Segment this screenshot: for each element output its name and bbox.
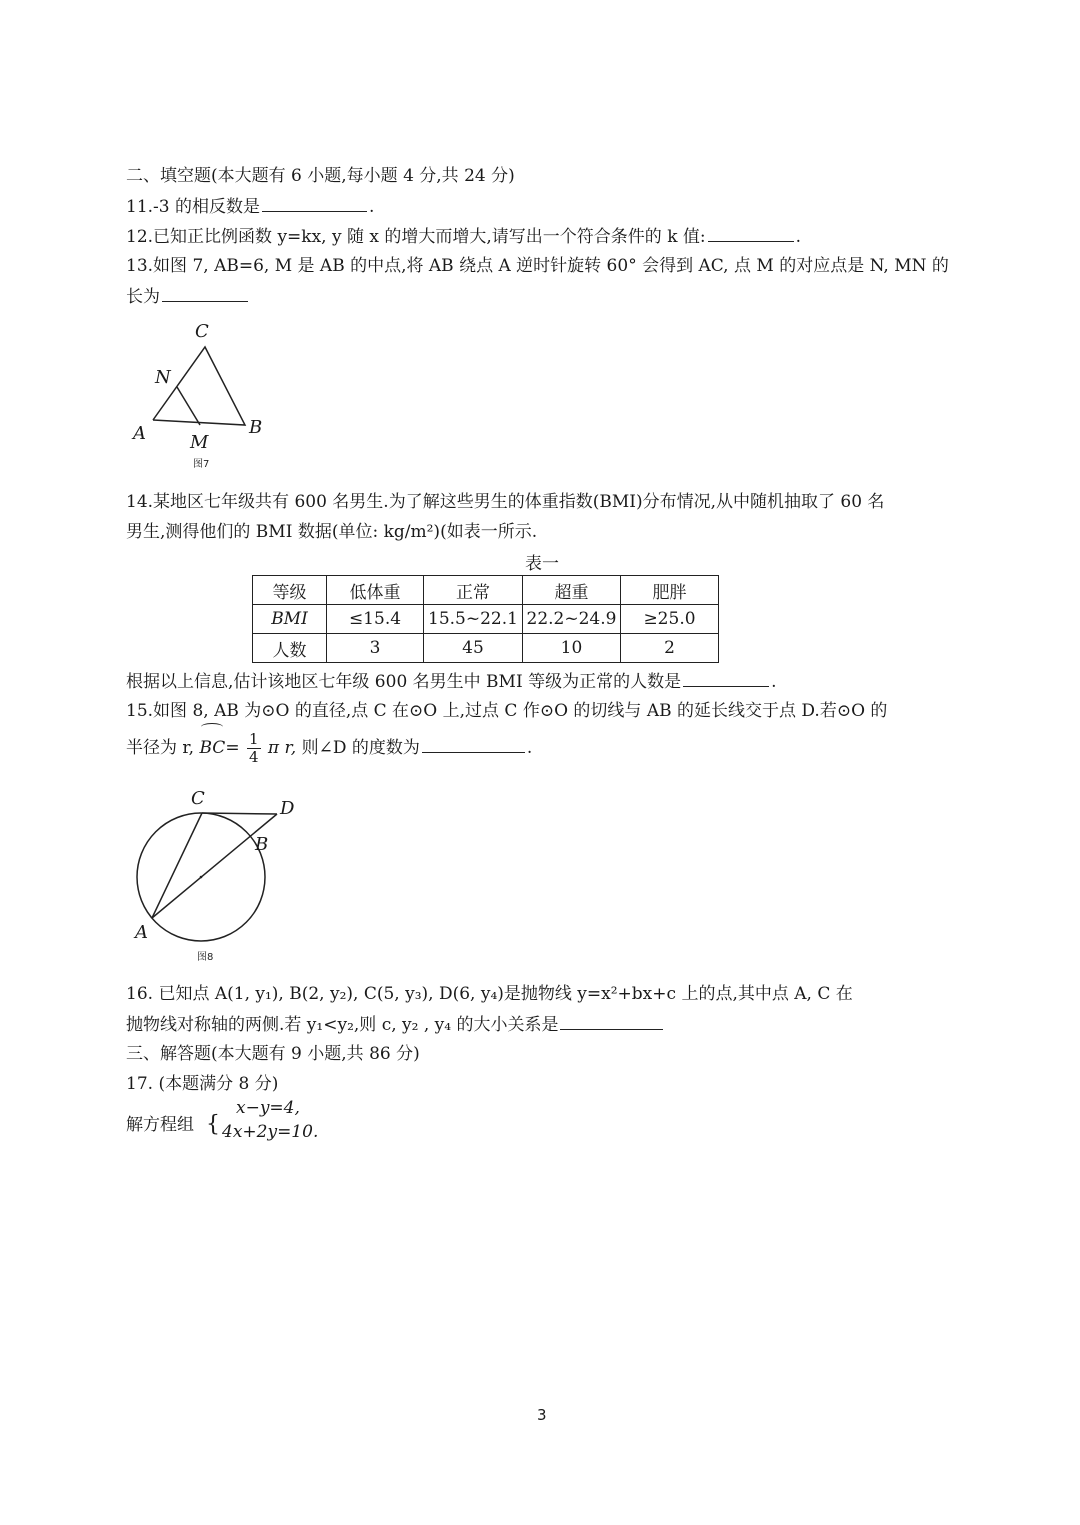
question-14-line-3-text: 根据以上信息,估计该地区七年级 600 名男生中 BMI 等级为正常的人数是: [126, 672, 682, 692]
question-15-line-1: 15.如图 8, AB 为⊙O 的直径,点 C 在⊙O 上,过点 C 作⊙O 的切线与 AB 的延长线交于点 D.若⊙O 的: [126, 701, 888, 721]
tangent-cd: [202, 813, 277, 814]
page-number: 3: [537, 1406, 547, 1424]
table-cell: 等级: [253, 576, 327, 605]
question-17-prompt: 解方程组: [126, 1115, 194, 1135]
label-a: A: [135, 922, 148, 943]
table-cell: 肥胖: [621, 576, 719, 605]
question-13-line-1: 13.如图 7, AB=6, M 是 AB 的中点,将 AB 绕点 A 逆时针旋转 60° 会得到 AC, 点 M 的对应点是 N, MN 的: [126, 256, 949, 276]
section-2-header: 二、填空题(本大题有 6 小题,每小题 4 分,共 24 分): [126, 166, 515, 186]
fraction-numerator: 1: [248, 730, 259, 748]
question-12-end: .: [795, 227, 802, 247]
answer-blank-13[interactable]: [162, 285, 248, 302]
question-15-line-2-end: 则∠D 的度数为: [301, 738, 420, 758]
table-1-title: 表一: [525, 554, 559, 574]
question-17-header: 17. (本题满分 8 分): [126, 1074, 279, 1094]
pi-r: π r,: [267, 738, 297, 758]
answer-blank-16[interactable]: [560, 1013, 663, 1030]
segment-mn: [177, 387, 200, 425]
table-cell: 人数: [253, 634, 327, 663]
question-11-end: .: [369, 197, 375, 217]
figure-7-triangle: [125, 315, 275, 475]
question-14-line-1: 14.某地区七年级共有 600 名男生.为了解这些男生的体重指数(BMI)分布情况,从中随机抽取了 60 名: [126, 492, 885, 512]
table-row-bmi: [253, 605, 719, 634]
table-cell: 正常: [424, 576, 523, 605]
question-12: [126, 225, 801, 248]
question-16-line-2-text: 抛物线对称轴的两侧.若 y₁<y₂,则 c, y₂ , y₄ 的大小关系是: [126, 1015, 559, 1035]
section-3-header: 三、解答题(本大题有 9 小题,共 86 分): [126, 1044, 420, 1064]
table-cell: 2: [621, 634, 719, 663]
question-15-end: .: [526, 738, 533, 758]
label-c: C: [195, 321, 209, 342]
answer-blank-11[interactable]: [262, 195, 367, 212]
table-cell: BMI: [253, 605, 327, 634]
figure-7-caption: 图7: [193, 459, 210, 470]
question-13-line-2: [126, 285, 250, 308]
figure-8-caption: 图8: [197, 952, 214, 963]
label-d: D: [280, 798, 295, 819]
table-header-row: [253, 576, 719, 605]
label-b: B: [255, 834, 269, 855]
bmi-table: [252, 575, 719, 663]
question-11-text: 11.-3 的相反数是: [126, 197, 260, 217]
question-12-text: 12.已知正比例函数 y=kx, y 随 x 的增大而增大,请写出一个符合条件的 k 值:: [126, 227, 706, 247]
table-row-count: [253, 634, 719, 663]
question-13-line-2-text: 长为: [126, 287, 160, 307]
question-11: [126, 195, 374, 218]
table-cell: 10: [523, 634, 621, 663]
figure-8-circle: [125, 780, 315, 970]
question-15-line-2: [126, 728, 532, 768]
answer-blank-12[interactable]: [708, 225, 794, 242]
line-ad: [152, 814, 277, 918]
question-14-end: .: [771, 672, 777, 692]
table-cell: 15.5~22.1: [424, 605, 523, 634]
center-o-dot: [200, 876, 203, 879]
table-cell: 3: [327, 634, 424, 663]
equals-sign: =: [225, 738, 240, 758]
label-c: C: [191, 788, 205, 809]
table-cell: ≤15.4: [327, 605, 424, 634]
question-16-line-1: 16. 已知点 A(1, y₁), B(2, y₂), C(5, y₃), D(6, y₄)是抛物线 y=x²+bx+c 上的点,其中点 A, C 在: [126, 984, 853, 1004]
question-16-line-2: [126, 1013, 665, 1036]
answer-blank-15[interactable]: [422, 736, 525, 753]
equation-2: 4x+2y=10.: [222, 1122, 319, 1142]
table-cell: 超重: [523, 576, 621, 605]
equation-1: x−y=4,: [236, 1098, 300, 1118]
answer-blank-14[interactable]: [683, 670, 769, 687]
table-cell: 低体重: [327, 576, 424, 605]
question-15-line-2-start: 半径为 r,: [126, 738, 195, 758]
table-cell: ≥25.0: [621, 605, 719, 634]
table-cell: 45: [424, 634, 523, 663]
label-m: M: [190, 432, 209, 453]
question-14-line-3: [126, 670, 777, 693]
arc-bc: BC: [199, 728, 225, 768]
label-n: N: [155, 367, 171, 388]
table-cell: 22.2~24.9: [523, 605, 621, 634]
fraction-one-quarter: [247, 731, 261, 766]
fraction-denominator: 4: [248, 748, 259, 766]
question-14-line-2: 男生,测得他们的 BMI 数据(单位: kg/m²)(如表一所示.: [126, 522, 538, 542]
label-a: A: [133, 423, 146, 444]
brace-symbol: {: [206, 1112, 220, 1137]
label-b: B: [249, 417, 263, 438]
